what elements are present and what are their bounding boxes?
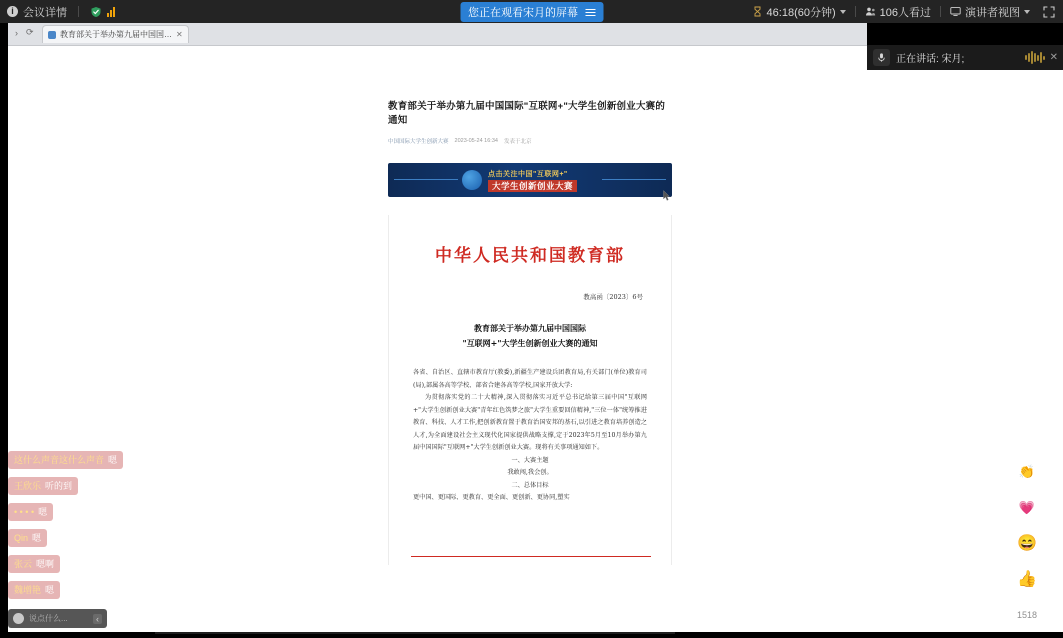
article-date: 2023-05-24 16:34 — [454, 138, 498, 144]
document-org-name: 中华人民共和国教育部 — [435, 246, 625, 266]
article-location: 发表于北京 — [503, 139, 532, 145]
meeting-info-label: 会议详情 — [23, 6, 67, 19]
document-title-line1: 教育部关于举办第九届中国国际 — [474, 323, 586, 333]
banner-stripe-left — [394, 179, 458, 180]
chat-message-sender: 魏增艳 — [14, 585, 42, 595]
chat-message-text: 嗯 — [45, 585, 55, 595]
chat-message — [8, 503, 53, 521]
laugh-icon[interactable]: 😄 — [1017, 535, 1037, 552]
chat-input-bar[interactable] — [8, 609, 107, 628]
heart-icon[interactable]: 💗 — [1018, 500, 1036, 515]
meeting-topbar-right — [743, 4, 1055, 20]
reactions-panel — [1009, 464, 1045, 620]
meeting-topbar — [0, 0, 1063, 23]
chat-message-text: 嗯啊 — [36, 559, 55, 569]
chevron-left-icon[interactable]: ‹ — [93, 614, 102, 624]
chevron-down-icon[interactable] — [840, 10, 846, 14]
screen-share-label: 您正在观看宋月的屏幕 — [468, 7, 578, 19]
document-image — [388, 215, 672, 565]
close-icon[interactable]: ✕ — [1049, 52, 1058, 63]
left-edge-gutter — [0, 23, 8, 638]
chat-message-text: 嗯 — [38, 507, 48, 517]
chat-message-sender: Qin — [14, 533, 29, 543]
screen-share-banner[interactable] — [460, 2, 603, 22]
view-mode-selector[interactable] — [941, 4, 1039, 20]
browser-nav-buttons[interactable] — [4, 27, 34, 38]
banner-line2: 大学生创新创业大赛 — [488, 180, 577, 192]
hourglass-icon — [752, 6, 763, 17]
emoji-icon[interactable] — [13, 613, 24, 624]
document-paragraph: 为贯彻落实党的二十大精神,深入贯彻落实习近平总书记给第三届中国"互联网+"大学生创新创业大赛"青年红色筑梦之旅"大学生重要回信精神,"三位一体"统筹推进教育、科技、人才工作,把创新教育置于教育治国安邦的基石,以引进之教育培养创造之人才,为全面建设社会主义现代化国家提供战略支撑,定于2023年5月至10月举办第九届中国国际"互联网+"大学生创新创业大赛。现将有关事项通知如下。 — [413, 394, 647, 451]
shield-check-icon — [90, 6, 102, 18]
site-favicon — [48, 31, 56, 39]
browser-tab[interactable] — [42, 25, 189, 43]
reaction-count: 1518 — [1016, 610, 1038, 620]
document-divider — [411, 556, 651, 557]
thumbs-up-icon[interactable]: 👍 — [1017, 571, 1037, 588]
chat-message-sender: • • • • — [14, 507, 35, 517]
expand-icon[interactable] — [1043, 6, 1055, 18]
cursor-arrow-icon — [663, 188, 670, 199]
forward-icon[interactable]: › — [15, 27, 18, 38]
screen-icon — [950, 6, 961, 17]
chat-message — [8, 529, 47, 547]
chat-message-sender: 这什么声音这什么声音 — [14, 455, 105, 465]
clap-icon[interactable]: 👏 — [1018, 464, 1036, 479]
document-paragraph: 一、大赛主题 — [511, 456, 549, 464]
document-title — [413, 321, 647, 351]
view-mode-label: 演讲者视图 — [965, 6, 1020, 19]
document-paragraph: 二、总体目标 — [511, 481, 549, 489]
article-source[interactable]: 中国国际大学生创新大赛 — [388, 139, 449, 145]
audio-wave-icon — [1025, 51, 1045, 64]
microphone-icon — [873, 49, 890, 66]
close-icon[interactable]: ✕ — [176, 30, 183, 39]
chat-message-text: 嗯 — [108, 455, 118, 465]
divider — [78, 6, 79, 17]
hamburger-icon[interactable] — [585, 9, 595, 16]
info-circle-icon: i — [7, 6, 18, 17]
chevron-down-icon[interactable] — [1024, 10, 1030, 14]
active-speaker-label: 正在讲话: 宋月; — [896, 54, 965, 65]
article-banner[interactable] — [388, 163, 672, 197]
article-title: 教育部关于举办第九届中国国际"互联网+"大学生创新创业大赛的通知 — [388, 101, 666, 126]
speaker-strip-backdrop — [867, 23, 1063, 45]
browser-tab-title: 教育部关于举办第九届中国国… — [60, 30, 172, 39]
document-title-line2: "互联网+"大学生创新创业大赛的通知 — [462, 338, 598, 348]
people-icon — [865, 6, 876, 17]
browser-tabstrip[interactable] — [42, 25, 189, 43]
chat-message — [8, 477, 78, 495]
chat-message-sender: 张云 — [14, 559, 33, 569]
document-number: 教高函〔2023〕6号 — [583, 293, 643, 301]
document-paragraph: 我敢闯,我会创。 — [507, 469, 553, 476]
document-paragraph: 各省、自治区、直辖市教育厅(教委),新疆生产建设兵团教育局,有关部门(单位)教育司(局),部属各高等学校、部省合建各高等学校,国家开放大学: — [413, 369, 647, 389]
network-signal-icon — [107, 7, 115, 17]
chat-message-sender: 王欣乐 — [14, 481, 42, 491]
document-paragraph: 更中国、更国际、更教育、更全面、更创新、更协同,塑实 — [413, 494, 570, 501]
banner-stripe-right — [602, 179, 666, 180]
chat-message-text: 嗯 — [32, 533, 42, 543]
chat-message — [8, 451, 123, 469]
banner-line1: 点击关注中国"互联网+" — [488, 171, 568, 178]
meeting-timer-label: 46:18(60分钟) — [766, 6, 836, 19]
active-speaker-strip — [867, 45, 1063, 70]
document-body — [413, 367, 647, 505]
bottom-seam — [155, 632, 675, 634]
participants-label: 106人看过 — [879, 6, 931, 19]
article-meta — [388, 137, 672, 145]
chat-message — [8, 555, 60, 573]
chat-message — [8, 581, 60, 599]
reload-icon[interactable]: ⟳ — [26, 27, 34, 37]
chat-overlay — [8, 451, 208, 628]
chat-message-text: 听的到 — [45, 481, 73, 491]
meeting-info-group[interactable] — [0, 4, 115, 20]
article-container — [388, 100, 672, 565]
participants-count[interactable] — [856, 4, 940, 20]
globe-icon — [462, 170, 482, 190]
chat-input[interactable]: 说点什么... — [29, 614, 68, 623]
meeting-timer[interactable] — [743, 4, 855, 20]
